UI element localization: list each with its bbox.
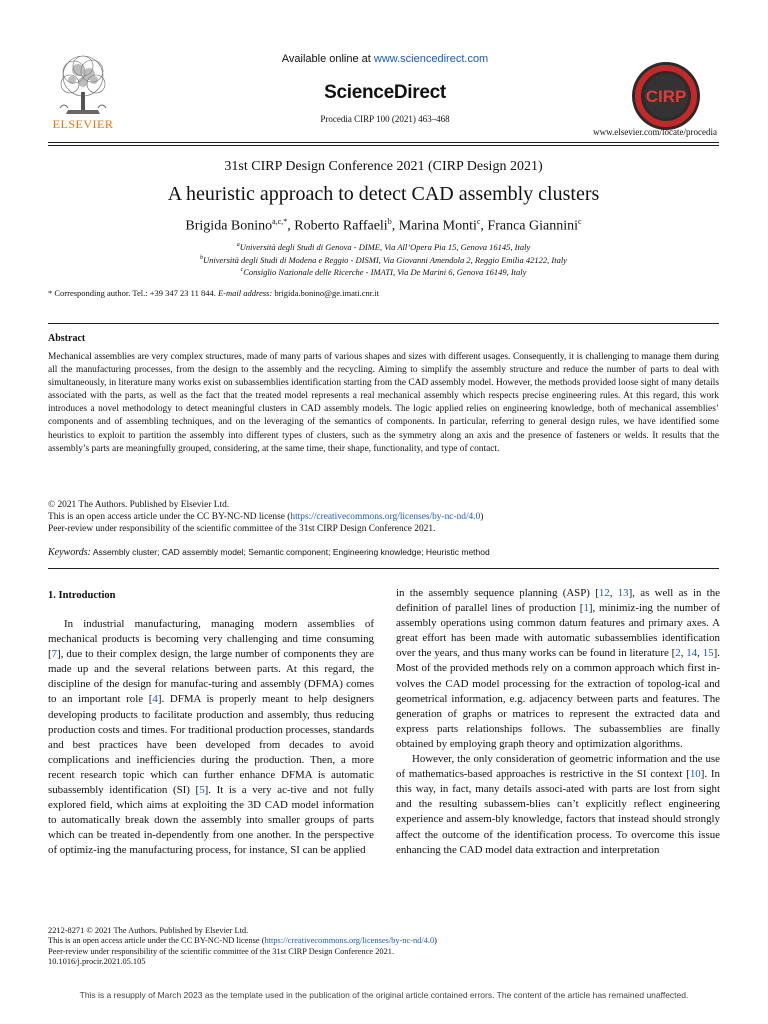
section-heading-introduction: 1. Introduction bbox=[48, 590, 116, 601]
abstract-text: Mechanical assemblies are very complex structures, made of many parts of various shapes and sizes with different usages. Consequently, it is challenging to manage them during all the manufacturing processes, from the design to the assembly and the recycling. Aiming to simplify the assembly structure and reduce the number of parts to deal with simultaneously, in literature many works exist on subassemblies identification starting from the CAD assembly model. However, the methods provided loose sight of many details associated with the parts, as well as the fact that the treated model represents a real mechanical assembly which respects precise engineering rules. At this regard, this work introduces a novel methodology to detect meaningful clusters in CAD assembly models. The logic applied relies on engineering knowledge, both of mechanical assemblies’ components and of assembling techniques, and on the leveraging of the semantics of components. In particular, referring to general design rules, we have identified some heuristics to exploit to partition the assembly into different types of clusters, such as the symmetry along an axis and the presence of fasteners or welds. It results that the assembly’s parts are meaningfully grouped, considering, at the same time, their shape, functionality, and type of contact. bbox=[48, 352, 719, 454]
license-line: This is an open access article under the CC BY-NC-ND license (https://creativecommons.org/licenses/by-nc-nd/4.0) bbox=[48, 512, 484, 523]
intro-paragraph: In industrial manufacturing, managing modern assemblies of mechanical products is becoming very challenging and time consuming [7], due to their complex design, the large number of components they are made up and the several relations between parts. At this regard, the discipline of the design for manufac-turing and assembly (DFMA) comes to an important role [4]. DFMA is properly meant to help designers developing products to facilitate production and assembly, thus reducing production costs and times. For traditional production processes, standards and best practices have been developed from decades to avoid complications and inefficiencies during the production. Then, a more recent research topic which can further enhance DFMA is automatic subassembly identification (SI) [5]. It is a very ac-tive and not fully explored field, which aims at exploiting the 3D CAD model information to automatically break down the assembly into smaller groups of parts which can be treated in-dependently from one another. In the perspective of optimiz-ing the manufacturing process, for instance, SI can be applied bbox=[48, 618, 374, 857]
author-list: Brigida Bonino$^{a,c,*}$, Roberto Raffaeli$^b$, Marina Monti$^c$, Franca Giannini$^c$ bbox=[185, 217, 582, 234]
left-column bbox=[48, 617, 374, 859]
paper-title: A heuristic approach to detect CAD assembly clusters bbox=[167, 183, 600, 205]
footer-license-link[interactable]: https://creativecommons.org/licenses/by-nc-nd/4.0 bbox=[264, 936, 435, 946]
citation-link[interactable]: 5 bbox=[199, 784, 205, 797]
citation-link[interactable]: 13 bbox=[617, 587, 629, 599]
corresponding-email[interactable]: brigida.bonino@ge.imati.cnr.it bbox=[272, 288, 379, 298]
intro-paragraph-continued: in the assembly sequence planning (ASP) [12, 13], as well as in the definition of parallel lines of production [1], minimiz-ing the number of assembly operations using common datum features and primary axes. A great effort has been made with automatic subassemblies identification over the years, and thus many works can be found in literature [2, 14, 15]. Most of the provided methods rely on a common approach which first in-volves the CAD model processing for the extraction of topolog-ical and geometrical information, e.g. adjacency between parts and features. The generation of graphs or matrices to represent the extracted data and express parts relationships follows. The subassemblies are finally obtained by employing graph theory and optimization algorithms. bbox=[396, 587, 720, 750]
cirp-logo-text: CIRP bbox=[645, 87, 687, 106]
citation-link[interactable]: 10 bbox=[689, 768, 701, 781]
author-affiliation-mark: c bbox=[578, 217, 582, 226]
available-online-line bbox=[200, 53, 570, 65]
citation-link[interactable]: 15 bbox=[702, 647, 714, 660]
cirp-logo bbox=[630, 60, 702, 132]
citation-link[interactable]: 4 bbox=[152, 693, 158, 706]
citation-link[interactable]: 7 bbox=[51, 648, 58, 661]
footer-peer-review-line: Peer-review under responsibility of the scientific committee of the 31st CIRP Design Conference 2021. bbox=[48, 946, 395, 956]
page-footer bbox=[48, 926, 719, 967]
keywords-label: Keywords: bbox=[48, 547, 91, 558]
right-column bbox=[396, 586, 720, 858]
journal-reference: Procedia CIRP 100 (2021) 463–468 bbox=[320, 114, 450, 124]
abstract-heading: Abstract bbox=[48, 333, 86, 344]
peer-review-line: Peer-review under responsibility of the scientific committee of the 31st CIRP Design Conference 2021. bbox=[48, 524, 436, 535]
footer-doi[interactable]: 10.1016/j.procir.2021.05.105 bbox=[48, 956, 146, 966]
copyright-line: © 2021 The Authors. Published by Elsevier Ltd. bbox=[48, 500, 230, 510]
affiliation-b: $^b$Università degli Studi di Modena e Reggio - DISMI, Via Giovanni Amendola 2, Reggio Emilia 42122, Italy bbox=[200, 255, 567, 265]
author-name: Roberto Raffaeli bbox=[294, 218, 388, 234]
citation-link[interactable]: 1 bbox=[583, 602, 589, 615]
affiliation-a: $^a$Università degli Studi di Genova - DIME, Via All’Opera Pia 15, Genova 16145, Italy bbox=[236, 242, 531, 252]
conference-name: 31st CIRP Design Conference 2021 (CIRP Design 2021) bbox=[224, 159, 543, 174]
license-link[interactable]: https://creativecommons.org/licenses/by-nc-nd/4.0 bbox=[290, 512, 481, 523]
abstract-copyright bbox=[48, 499, 719, 536]
author-affiliation-mark: b bbox=[387, 217, 392, 226]
resupply-notice: This is a resupply of March 2023 as the template used in the publication of the original article contained errors. The content of the article has remained unaffected. bbox=[79, 990, 689, 1000]
citation-link[interactable]: 12 bbox=[598, 587, 610, 599]
author-affiliation-mark: a,c,* bbox=[272, 217, 288, 226]
citation-link[interactable]: 2 bbox=[675, 647, 681, 660]
available-prefix: Available online at bbox=[281, 53, 374, 65]
footer-license-line: This is an open access article under the CC BY-NC-ND license (https://creativecommons.org/licenses/by-nc-nd/4.0) bbox=[48, 936, 437, 946]
keywords-line bbox=[48, 547, 719, 558]
author-name: Franca Giannini bbox=[487, 218, 579, 234]
sciencedirect-link[interactable]: www.sciencedirect.com bbox=[373, 53, 489, 65]
header-rule-bottom bbox=[48, 145, 719, 146]
affiliation-c: $^c$Consiglio Nazionale delle Ricerche - IMATI, Via De Marini 6, Genova 16149, Italy bbox=[240, 267, 527, 277]
footer-issn-line: 2212-8271 © 2021 The Authors. Published by Elsevier Ltd. bbox=[48, 926, 249, 935]
author-affiliation-mark: c bbox=[476, 217, 481, 226]
author-name: Marina Monti bbox=[398, 218, 477, 234]
sciencedirect-brand: ScienceDirect bbox=[324, 82, 446, 103]
intro-paragraph: However, the only consideration of geometric information and the use of mathematics-based approaches is restrictive in the SI context [10]. In this way, in fact, many details associ-ated with parts are lost from sight and the resulting subassem-blies can’t explicitly reflect engineering experience and assem-bly knowledge, factors that instead should strongly affect the outcome of the identification process. To overcome this issue enhancing the CAD model data extraction and interpretation bbox=[396, 753, 720, 856]
keywords-rule bbox=[48, 568, 719, 569]
journal-homepage-url[interactable]: www.elsevier.com/locate/procedia bbox=[593, 127, 717, 137]
citation-link[interactable]: 14 bbox=[686, 647, 698, 660]
keywords-list: Assembly cluster; CAD assembly model; Semantic component; Engineering knowledge; Heuristic method bbox=[90, 547, 490, 557]
corresponding-author-note: * Corresponding author. Tel.: +39 347 23 11 844. E-mail address: brigida.bonino@ge.imati.cnr.it bbox=[48, 288, 379, 298]
author-name: Brigida Bonino bbox=[185, 218, 273, 234]
elsevier-wordmark: ELSEVIER bbox=[52, 117, 114, 131]
abstract-rule bbox=[48, 323, 719, 324]
header-rule-top bbox=[48, 142, 719, 143]
